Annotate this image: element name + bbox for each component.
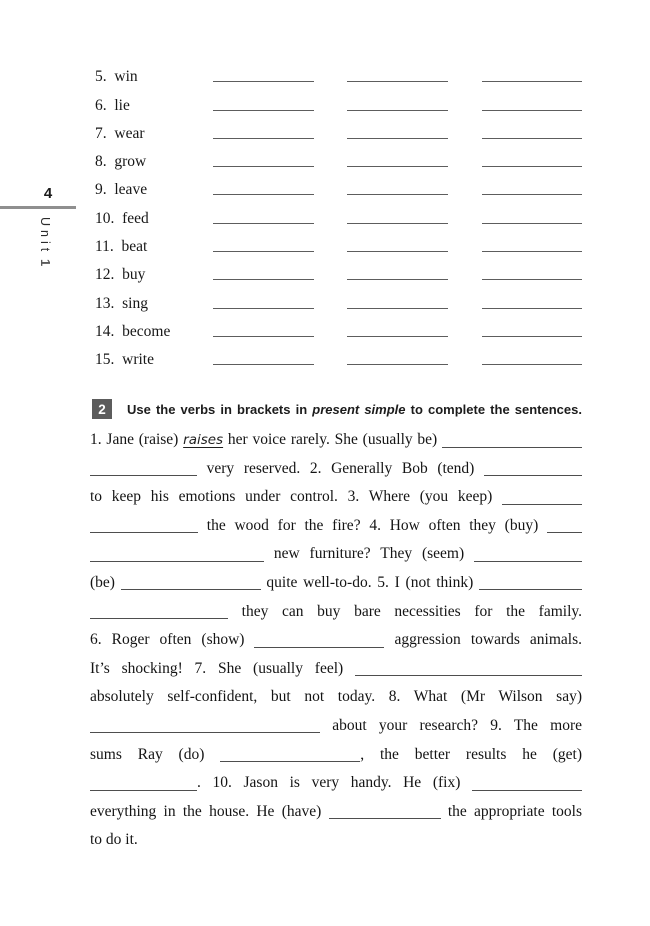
verb-row	[88, 58, 582, 86]
verb-row	[88, 256, 582, 284]
verb-label: 11. beat	[95, 238, 148, 256]
exercise-instruction	[127, 400, 582, 419]
sentence-line: . 10. Jason is very handy. He (fix)	[90, 769, 582, 798]
answer-blank-line	[213, 194, 314, 195]
sentence-line: about your research? 9. The more	[90, 712, 582, 741]
answer-blank-line	[347, 336, 448, 337]
answer-blank-line	[213, 251, 314, 252]
verb-label: 5. win	[95, 68, 138, 86]
fill-in-blank-line	[502, 500, 582, 505]
verb-row	[88, 313, 582, 341]
answer-blank-line	[347, 223, 448, 224]
sentence-line: absolutely self-confident, but not today. 8. What (Mr Wilson say)	[90, 688, 582, 706]
verb-label: 15. write	[95, 351, 154, 369]
answer-blank-line	[213, 336, 314, 337]
example-answer-text: raises	[183, 432, 224, 448]
answer-blank-line	[482, 81, 582, 82]
exercise-header	[92, 399, 582, 421]
verb-row	[88, 228, 582, 256]
unit-number: 1	[38, 258, 53, 266]
verb-row	[88, 199, 582, 227]
sentence-line: sums Ray (do) , the better results he (get)	[90, 745, 582, 763]
fill-in-blank-line	[90, 528, 198, 533]
unit-word: Unit	[38, 217, 52, 256]
verb-forms-table	[88, 58, 582, 369]
answer-blank-line	[347, 364, 448, 365]
answer-blank-line	[213, 166, 314, 167]
answer-blank-line	[482, 223, 582, 224]
answer-blank-line	[213, 81, 314, 82]
sentence-line: new furniture? They (seem)	[90, 540, 582, 569]
sentence-line: 6. Roger often (show) aggression towards animals.	[90, 631, 582, 649]
answer-blank-line	[347, 138, 448, 139]
answer-blank-line	[213, 364, 314, 365]
verb-label: 10. feed	[95, 209, 149, 227]
fill-in-blank-line	[355, 671, 582, 676]
unit-divider-rule	[0, 206, 76, 209]
answer-blank-line	[347, 166, 448, 167]
fill-in-blank-line	[442, 443, 582, 448]
fill-in-blank-line	[474, 557, 582, 562]
instruction-text-pre: Use the verbs in brackets in	[127, 402, 313, 417]
sentence-line: very reserved. 2. Generally Bob (tend)	[90, 455, 582, 484]
sentence-line: to keep his emotions under control. 3. Where (you keep)	[90, 483, 582, 512]
fill-in-blank-line	[90, 786, 197, 791]
fill-in-blank-line	[90, 557, 264, 562]
verb-row	[88, 171, 582, 199]
verb-label: 6. lie	[95, 96, 130, 114]
sentence-line: everything in the house. He (have) the appropriate tools	[90, 802, 583, 820]
sentence-line: the wood for the fire? 4. How often they (buy)	[90, 512, 582, 541]
unit-label	[38, 217, 53, 266]
verb-row	[88, 284, 582, 312]
fill-in-blank-line	[472, 786, 582, 791]
verb-label: 13. sing	[95, 294, 148, 312]
verb-row	[88, 86, 582, 114]
answer-blank-line	[482, 251, 582, 252]
answer-blank-line	[347, 251, 448, 252]
answer-blank-line	[347, 279, 448, 280]
answer-blank-line	[213, 223, 314, 224]
sentence-line: (be) quite well-to-do. 5. I (not think)	[90, 569, 582, 598]
fill-in-blank-line	[329, 814, 441, 819]
fill-in-blank-line	[484, 471, 582, 476]
verb-row	[88, 115, 582, 143]
sentence-line: they can buy bare necessities for the family.	[90, 598, 582, 627]
verb-label: 7. wear	[95, 124, 145, 142]
answer-blank-line	[482, 138, 582, 139]
fill-in-blank-line	[220, 757, 360, 762]
verb-row	[88, 143, 582, 171]
fill-in-blank-line	[254, 643, 384, 648]
verb-label: 9. leave	[95, 181, 148, 199]
instruction-grammar-term: present simple	[312, 402, 406, 417]
answer-blank-line	[347, 81, 448, 82]
answer-blank-line	[482, 110, 582, 111]
page-number: 4	[43, 185, 53, 202]
fill-in-blank-line	[121, 585, 261, 590]
answer-blank-line	[213, 279, 314, 280]
exercise-sentences	[90, 426, 582, 855]
verb-label: 8. grow	[95, 153, 147, 171]
answer-blank-line	[347, 194, 448, 195]
answer-blank-line	[347, 110, 448, 111]
verb-label: 12. buy	[95, 266, 146, 284]
answer-blank-line	[347, 308, 448, 309]
fill-in-blank-line	[90, 614, 228, 619]
answer-blank-line	[213, 138, 314, 139]
sentence-line: It’s shocking! 7. She (usually feel)	[90, 655, 582, 684]
exercise-number-badge: 2	[92, 399, 112, 419]
answer-blank-line	[213, 308, 314, 309]
verb-row	[88, 341, 582, 369]
verb-label: 14. become	[95, 322, 171, 340]
fill-in-blank-line	[90, 471, 197, 476]
fill-in-blank-line	[547, 528, 582, 533]
sentence-line: to do it.	[90, 831, 138, 849]
answer-blank-line	[213, 110, 314, 111]
answer-blank-line	[482, 364, 582, 365]
answer-blank-line	[482, 166, 582, 167]
answer-blank-line	[482, 308, 582, 309]
fill-in-blank-line	[479, 585, 582, 590]
answer-blank-line	[482, 194, 582, 195]
instruction-text-post: to complete the sentences.	[405, 402, 582, 417]
fill-in-blank-line	[90, 728, 320, 733]
answer-blank-line	[482, 279, 582, 280]
sentence-line: 1. Jane (raise) raises her voice rarely. She (usually be)	[90, 426, 582, 455]
answer-blank-line	[482, 336, 582, 337]
